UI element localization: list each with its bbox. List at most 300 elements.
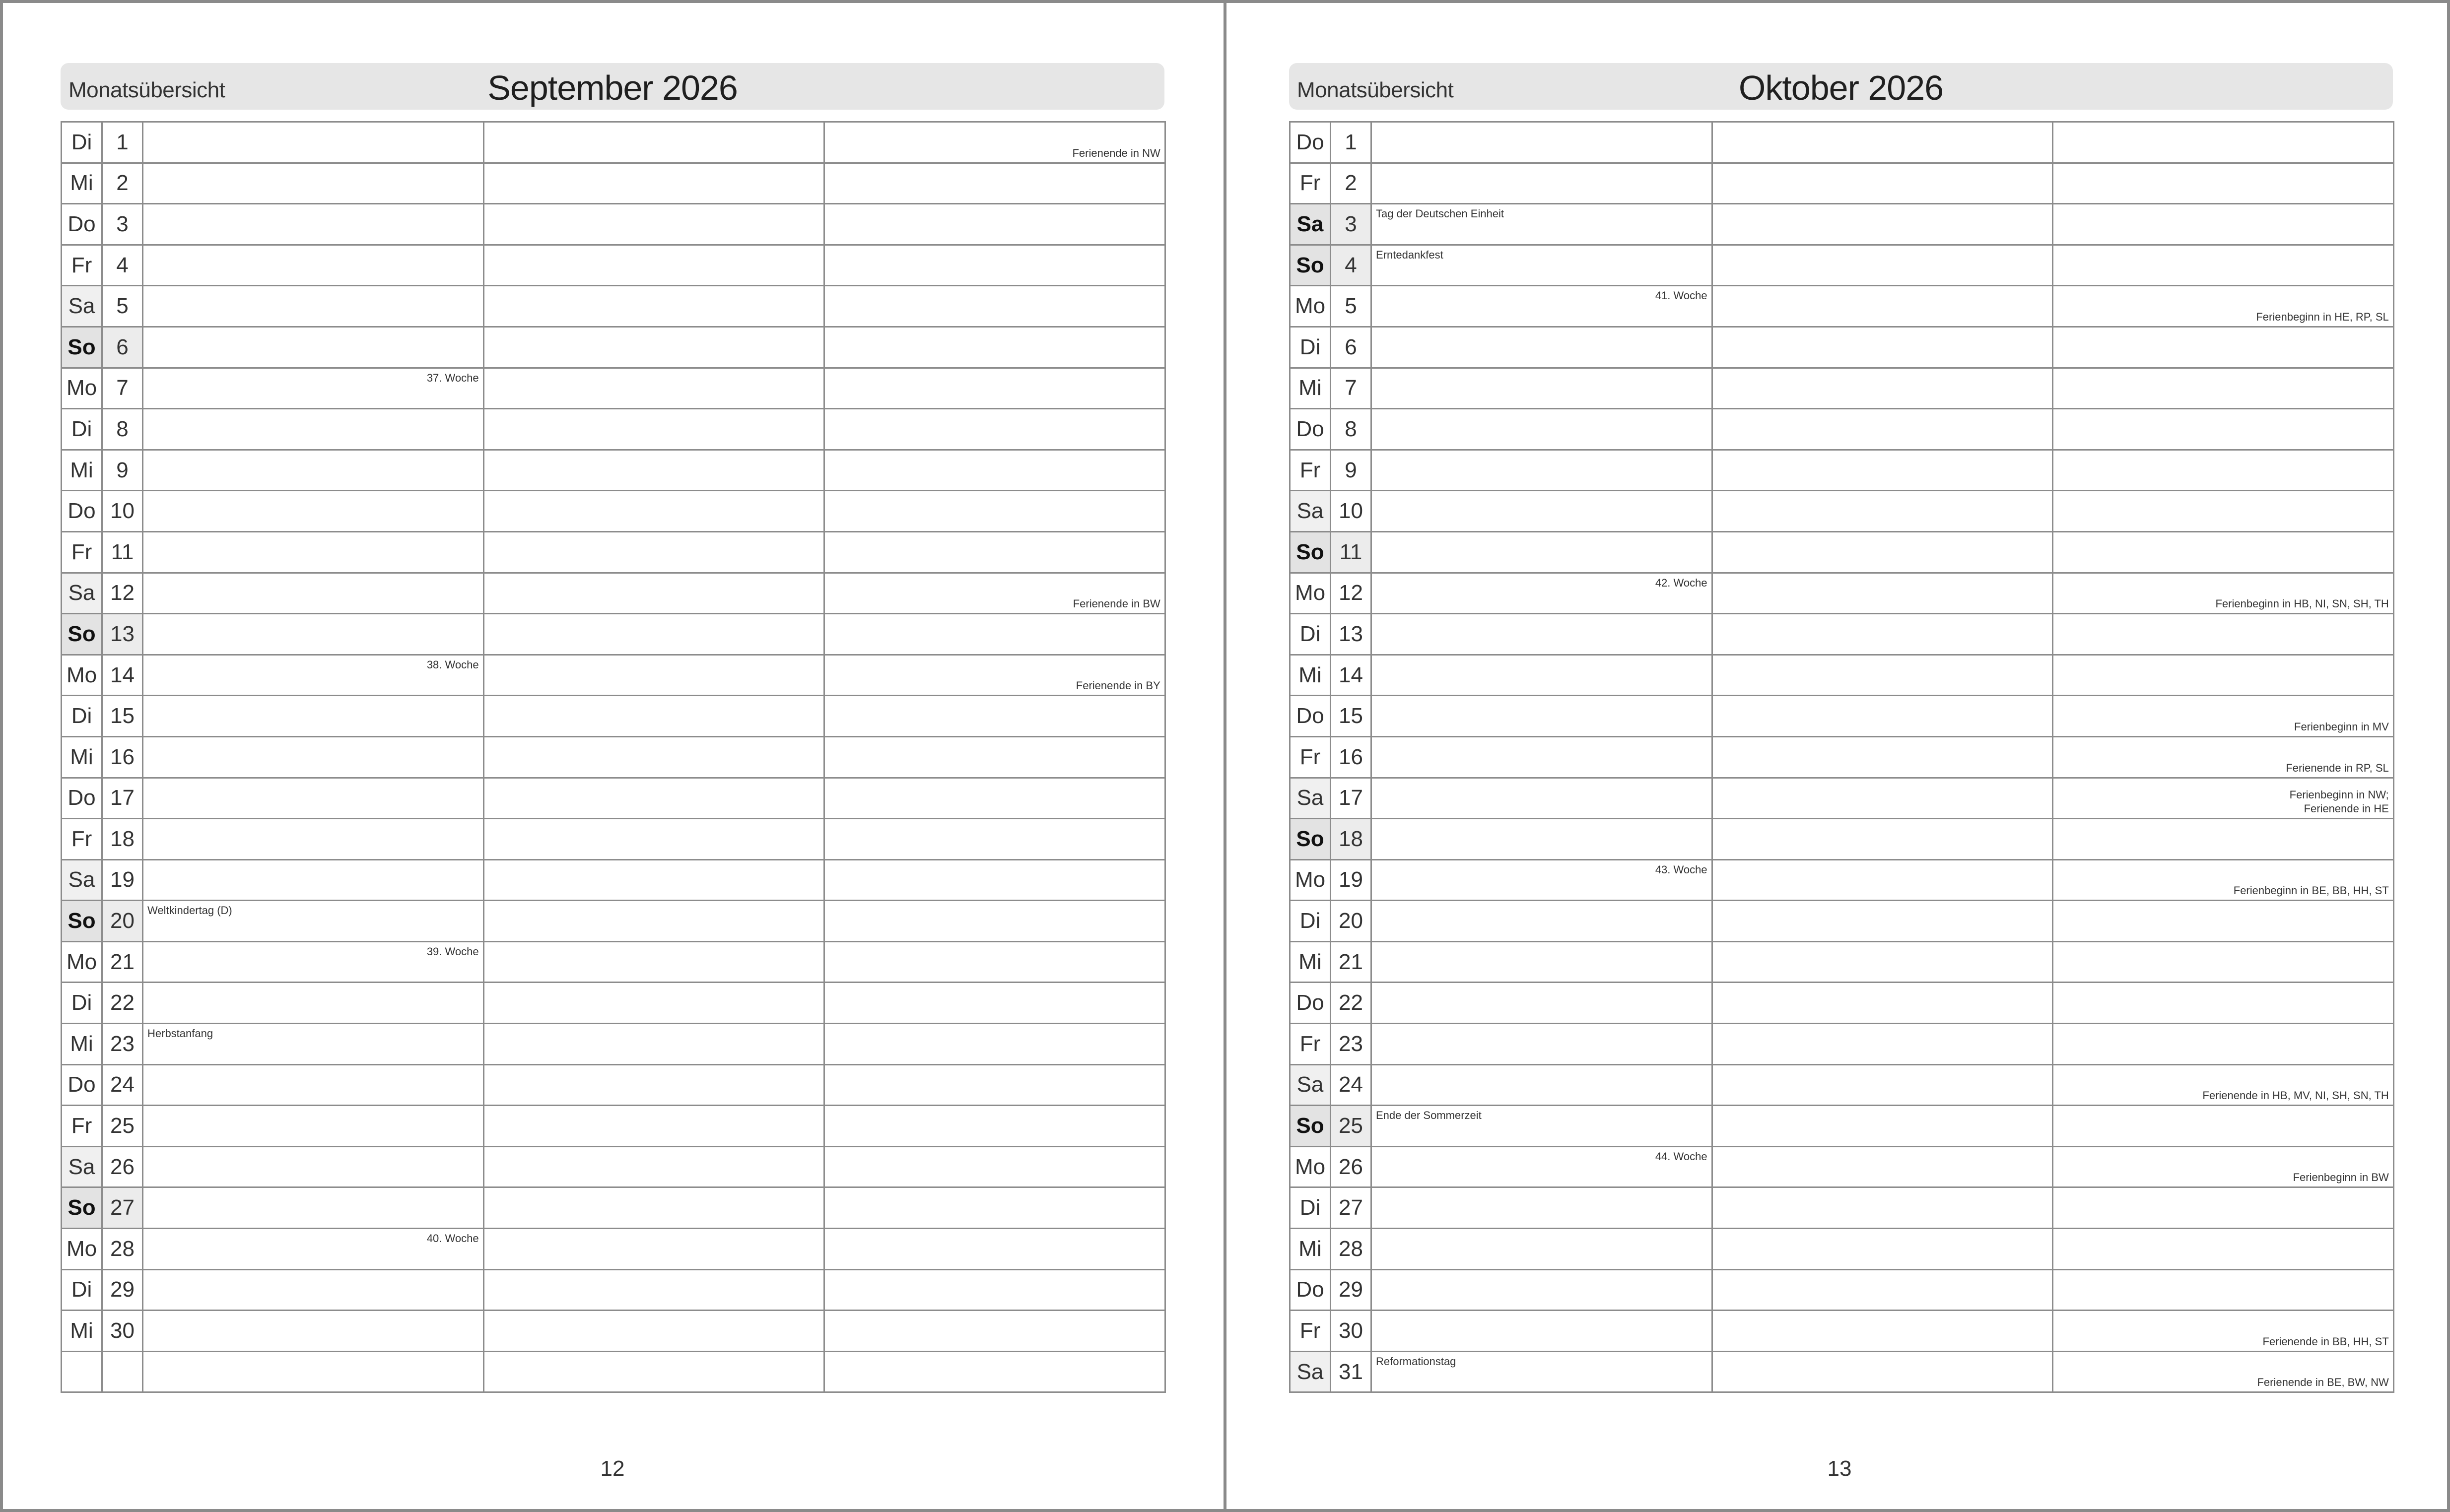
note-cell-3[interactable] xyxy=(2053,204,2394,245)
month-table-body xyxy=(62,122,1165,1392)
note-cell-1[interactable] xyxy=(143,983,484,1024)
note-cell-1[interactable] xyxy=(143,1106,484,1147)
note-cell-1[interactable] xyxy=(1371,368,1712,409)
note-cell-3[interactable] xyxy=(824,1229,1165,1270)
weekday-cell: Do xyxy=(1290,1269,1331,1311)
note-cell-3[interactable] xyxy=(824,859,1165,901)
note-cell-3[interactable] xyxy=(824,122,1165,163)
day-row xyxy=(1290,983,2394,1024)
note-cell-2[interactable] xyxy=(483,573,824,614)
day-row xyxy=(1290,736,2394,778)
note-cell-2[interactable] xyxy=(1712,1106,2053,1147)
note-cell-1[interactable] xyxy=(1371,1146,1712,1187)
note-cell-3[interactable] xyxy=(2053,1229,2394,1270)
note-cell-2[interactable] xyxy=(483,655,824,696)
note-cell-1[interactable] xyxy=(143,531,484,573)
holiday-label: Tag der Deutschen Einheit xyxy=(1376,207,1504,220)
note-cell-2[interactable] xyxy=(483,1229,824,1270)
note-cell-2[interactable] xyxy=(483,983,824,1024)
weekday-cell: Fr xyxy=(1290,163,1331,204)
date-number-cell: 13 xyxy=(1331,614,1371,655)
note-cell-2[interactable] xyxy=(1712,204,2053,245)
weekday-cell: Do xyxy=(1290,696,1331,737)
note-cell-2[interactable] xyxy=(1712,901,2053,942)
note-cell-2[interactable] xyxy=(483,736,824,778)
note-cell-2[interactable] xyxy=(1712,1269,2053,1311)
note-cell-2[interactable] xyxy=(1712,531,2053,573)
note-cell-3[interactable] xyxy=(824,1187,1165,1229)
note-cell-3[interactable] xyxy=(2053,1269,2394,1311)
note-cell-3[interactable] xyxy=(2053,901,2394,942)
note-cell-3[interactable] xyxy=(824,941,1165,983)
date-number-cell: 30 xyxy=(102,1311,143,1352)
note-cell-3[interactable] xyxy=(2053,573,2394,614)
note-cell-3[interactable] xyxy=(824,736,1165,778)
date-number-cell: 14 xyxy=(1331,655,1371,696)
note-cell-3[interactable] xyxy=(2053,531,2394,573)
day-row xyxy=(62,491,1165,532)
day-row xyxy=(1290,409,2394,450)
weekday-cell: Di xyxy=(62,122,102,163)
weekday-cell: Fr xyxy=(1290,1311,1331,1352)
note-cell-1[interactable] xyxy=(1371,163,1712,204)
note-cell-2[interactable] xyxy=(1712,778,2053,819)
date-number-cell: 21 xyxy=(1331,941,1371,983)
note-cell-3[interactable] xyxy=(824,531,1165,573)
day-row xyxy=(62,409,1165,450)
note-cell-1[interactable] xyxy=(1371,1064,1712,1106)
day-row xyxy=(62,1146,1165,1187)
note-cell-1[interactable] xyxy=(1371,409,1712,450)
note-cell-1[interactable] xyxy=(143,286,484,327)
note-cell-1[interactable] xyxy=(143,941,484,983)
note-cell-3[interactable] xyxy=(2053,859,2394,901)
date-number-cell: 6 xyxy=(102,327,143,368)
weekday-cell: Mo xyxy=(62,1229,102,1270)
note-cell-2[interactable] xyxy=(483,1146,824,1187)
note-cell-1[interactable] xyxy=(1371,859,1712,901)
date-number-cell: 22 xyxy=(102,983,143,1024)
note-cell-1[interactable] xyxy=(1371,941,1712,983)
note-cell-2[interactable] xyxy=(1712,1064,2053,1106)
note-cell-2[interactable] xyxy=(483,1024,824,1065)
note-cell-2[interactable] xyxy=(483,1311,824,1352)
note-cell-3[interactable] xyxy=(824,1269,1165,1311)
note-cell-1[interactable] xyxy=(1371,655,1712,696)
note-cell-2[interactable] xyxy=(483,859,824,901)
note-cell-2[interactable] xyxy=(1712,286,2053,327)
note-cell-3[interactable] xyxy=(824,368,1165,409)
note-cell-1[interactable] xyxy=(1371,122,1712,163)
date-number-cell: 20 xyxy=(102,901,143,942)
note-cell-1[interactable] xyxy=(143,1146,484,1187)
day-row xyxy=(62,327,1165,368)
date-number-cell: 25 xyxy=(1331,1106,1371,1147)
note-cell-1[interactable] xyxy=(143,778,484,819)
note-cell-2[interactable] xyxy=(1712,655,2053,696)
note-cell-3[interactable] xyxy=(2053,655,2394,696)
note-cell-1[interactable] xyxy=(143,1351,484,1392)
date-number-cell: 18 xyxy=(1331,819,1371,860)
weekday-cell: Sa xyxy=(1290,1064,1331,1106)
date-number-cell: 5 xyxy=(1331,286,1371,327)
note-cell-1[interactable] xyxy=(143,1311,484,1352)
day-row xyxy=(1290,450,2394,491)
day-row xyxy=(62,450,1165,491)
day-row xyxy=(1290,778,2394,819)
date-number-cell: 7 xyxy=(102,368,143,409)
page-number: 12 xyxy=(600,1456,625,1481)
date-number-cell: 11 xyxy=(102,531,143,573)
date-number-cell xyxy=(102,1351,143,1392)
note-cell-2[interactable] xyxy=(1712,696,2053,737)
note-cell-3[interactable] xyxy=(2053,819,2394,860)
note-cell-1[interactable] xyxy=(143,327,484,368)
note-cell-1[interactable] xyxy=(1371,1351,1712,1392)
weekday-cell: Do xyxy=(62,491,102,532)
note-cell-2[interactable] xyxy=(483,245,824,286)
note-cell-3[interactable] xyxy=(2053,450,2394,491)
note-cell-1[interactable] xyxy=(1371,450,1712,491)
month-table xyxy=(61,121,1166,1393)
school-holiday-label: Ferienende in BW xyxy=(1073,597,1160,610)
note-cell-3[interactable] xyxy=(2053,409,2394,450)
school-holiday-label: Ferienbeginn in NW; Ferienende in HE xyxy=(2289,789,2389,815)
note-cell-1[interactable] xyxy=(143,736,484,778)
note-cell-3[interactable] xyxy=(2053,983,2394,1024)
day-row xyxy=(1290,655,2394,696)
note-cell-2[interactable] xyxy=(483,368,824,409)
note-cell-1[interactable] xyxy=(1371,1106,1712,1147)
note-cell-2[interactable] xyxy=(1712,450,2053,491)
note-cell-1[interactable] xyxy=(1371,614,1712,655)
note-cell-3[interactable] xyxy=(824,1106,1165,1147)
note-cell-3[interactable] xyxy=(824,573,1165,614)
note-cell-3[interactable] xyxy=(824,1351,1165,1392)
note-cell-2[interactable] xyxy=(1712,245,2053,286)
note-cell-2[interactable] xyxy=(483,1064,824,1106)
day-row xyxy=(62,736,1165,778)
note-cell-2[interactable] xyxy=(1712,819,2053,860)
date-number-cell: 5 xyxy=(102,286,143,327)
date-number-cell: 23 xyxy=(102,1024,143,1065)
note-cell-3[interactable] xyxy=(824,696,1165,737)
note-cell-2[interactable] xyxy=(1712,941,2053,983)
note-cell-2[interactable] xyxy=(1712,1187,2053,1229)
week-number-label: 44. Woche xyxy=(1655,1150,1707,1163)
date-number-cell: 3 xyxy=(1331,204,1371,245)
note-cell-1[interactable] xyxy=(143,368,484,409)
note-cell-3[interactable] xyxy=(2053,778,2394,819)
page-number: 13 xyxy=(1827,1456,1852,1481)
note-cell-1[interactable] xyxy=(143,122,484,163)
school-holiday-label: Ferienende in RP, SL xyxy=(2286,761,2389,774)
weekday-cell: Sa xyxy=(62,573,102,614)
note-cell-2[interactable] xyxy=(483,531,824,573)
school-holiday-label: Ferienende in BE, BW, NW xyxy=(2257,1376,2389,1389)
note-cell-1[interactable] xyxy=(143,696,484,737)
date-number-cell: 9 xyxy=(1331,450,1371,491)
note-cell-1[interactable] xyxy=(1371,1269,1712,1311)
weekday-cell: Di xyxy=(62,696,102,737)
note-cell-1[interactable] xyxy=(1371,736,1712,778)
note-cell-3[interactable] xyxy=(2053,1064,2394,1106)
note-cell-1[interactable] xyxy=(1371,1311,1712,1352)
date-number-cell: 13 xyxy=(102,614,143,655)
note-cell-1[interactable] xyxy=(1371,696,1712,737)
note-cell-2[interactable] xyxy=(483,1351,824,1392)
note-cell-2[interactable] xyxy=(483,286,824,327)
note-cell-2[interactable] xyxy=(483,941,824,983)
date-number-cell: 22 xyxy=(1331,983,1371,1024)
note-cell-3[interactable] xyxy=(2053,736,2394,778)
holiday-label: Reformationstag xyxy=(1376,1355,1456,1368)
note-cell-2[interactable] xyxy=(1712,1146,2053,1187)
note-cell-3[interactable] xyxy=(824,614,1165,655)
weekday-cell: Di xyxy=(1290,1187,1331,1229)
month-title: September 2026 xyxy=(487,68,738,107)
weekday-cell: Mi xyxy=(62,163,102,204)
note-cell-3[interactable] xyxy=(2053,491,2394,532)
note-cell-3[interactable] xyxy=(824,327,1165,368)
day-row xyxy=(62,1106,1165,1147)
note-cell-1[interactable] xyxy=(143,409,484,450)
weekday-cell: Mi xyxy=(62,1024,102,1065)
weekday-cell: Fr xyxy=(62,531,102,573)
day-row xyxy=(1290,491,2394,532)
note-cell-1[interactable] xyxy=(143,450,484,491)
month-header xyxy=(61,63,1164,110)
note-cell-1[interactable] xyxy=(1371,573,1712,614)
note-cell-1[interactable] xyxy=(143,819,484,860)
weekday-cell: So xyxy=(1290,819,1331,860)
note-cell-2[interactable] xyxy=(483,778,824,819)
weekday-cell: Do xyxy=(62,1064,102,1106)
weekday-cell: Sa xyxy=(62,859,102,901)
note-cell-1[interactable] xyxy=(1371,1024,1712,1065)
note-cell-1[interactable] xyxy=(1371,204,1712,245)
weekday-cell xyxy=(62,1351,102,1392)
date-number-cell: 3 xyxy=(102,204,143,245)
date-number-cell: 19 xyxy=(102,859,143,901)
note-cell-3[interactable] xyxy=(824,1064,1165,1106)
note-cell-2[interactable] xyxy=(1712,327,2053,368)
note-cell-3[interactable] xyxy=(2053,286,2394,327)
note-cell-3[interactable] xyxy=(2053,122,2394,163)
note-cell-3[interactable] xyxy=(824,409,1165,450)
date-number-cell: 12 xyxy=(102,573,143,614)
note-cell-3[interactable] xyxy=(824,491,1165,532)
weekday-cell: Fr xyxy=(1290,1024,1331,1065)
day-row xyxy=(1290,1229,2394,1270)
note-cell-2[interactable] xyxy=(483,163,824,204)
day-row xyxy=(62,901,1165,942)
note-cell-2[interactable] xyxy=(1712,859,2053,901)
day-row xyxy=(1290,245,2394,286)
note-cell-3[interactable] xyxy=(824,204,1165,245)
note-cell-2[interactable] xyxy=(1712,736,2053,778)
weekday-cell: Mo xyxy=(62,941,102,983)
note-cell-2[interactable] xyxy=(1712,983,2053,1024)
date-number-cell: 1 xyxy=(1331,122,1371,163)
date-number-cell: 8 xyxy=(1331,409,1371,450)
date-number-cell: 2 xyxy=(1331,163,1371,204)
note-cell-1[interactable] xyxy=(1371,778,1712,819)
note-cell-1[interactable] xyxy=(1371,819,1712,860)
weekday-cell: Mo xyxy=(1290,859,1331,901)
weekday-cell: Di xyxy=(62,983,102,1024)
note-cell-3[interactable] xyxy=(824,163,1165,204)
note-cell-3[interactable] xyxy=(2053,1351,2394,1392)
weekday-cell: So xyxy=(62,901,102,942)
school-holiday-label: Ferienende in HB, MV, NI, SH, SN, TH xyxy=(2202,1089,2389,1102)
note-cell-2[interactable] xyxy=(483,491,824,532)
date-number-cell: 15 xyxy=(102,696,143,737)
note-cell-1[interactable] xyxy=(143,614,484,655)
date-number-cell: 26 xyxy=(102,1146,143,1187)
note-cell-3[interactable] xyxy=(2053,696,2394,737)
note-cell-1[interactable] xyxy=(1371,531,1712,573)
note-cell-1[interactable] xyxy=(143,655,484,696)
note-cell-3[interactable] xyxy=(824,245,1165,286)
note-cell-3[interactable] xyxy=(2053,327,2394,368)
note-cell-2[interactable] xyxy=(483,122,824,163)
month-title: Oktober 2026 xyxy=(1738,68,1944,107)
note-cell-1[interactable] xyxy=(143,163,484,204)
note-cell-2[interactable] xyxy=(1712,1229,2053,1270)
day-row xyxy=(62,1311,1165,1352)
note-cell-2[interactable] xyxy=(483,1106,824,1147)
weekday-cell: Di xyxy=(1290,327,1331,368)
note-cell-1[interactable] xyxy=(1371,1229,1712,1270)
note-cell-3[interactable] xyxy=(824,778,1165,819)
note-cell-3[interactable] xyxy=(824,1024,1165,1065)
weekday-cell: Di xyxy=(1290,901,1331,942)
note-cell-2[interactable] xyxy=(1712,573,2053,614)
weekday-cell: Mo xyxy=(1290,573,1331,614)
day-row xyxy=(1290,573,2394,614)
note-cell-2[interactable] xyxy=(1712,368,2053,409)
note-cell-3[interactable] xyxy=(2053,163,2394,204)
day-row xyxy=(62,941,1165,983)
note-cell-2[interactable] xyxy=(483,204,824,245)
note-cell-1[interactable] xyxy=(1371,286,1712,327)
note-cell-1[interactable] xyxy=(143,901,484,942)
school-holiday-label: Ferienbeginn in MV xyxy=(2294,720,2389,733)
note-cell-2[interactable] xyxy=(1712,409,2053,450)
note-cell-3[interactable] xyxy=(2053,1146,2394,1187)
month-header xyxy=(1289,63,2393,110)
note-cell-3[interactable] xyxy=(824,983,1165,1024)
note-cell-3[interactable] xyxy=(2053,368,2394,409)
note-cell-2[interactable] xyxy=(483,327,824,368)
date-number-cell: 18 xyxy=(102,819,143,860)
note-cell-3[interactable] xyxy=(2053,1311,2394,1352)
note-cell-1[interactable] xyxy=(143,1187,484,1229)
note-cell-2[interactable] xyxy=(1712,614,2053,655)
date-number-cell: 24 xyxy=(1331,1064,1371,1106)
note-cell-2[interactable] xyxy=(483,450,824,491)
note-cell-3[interactable] xyxy=(824,655,1165,696)
note-cell-1[interactable] xyxy=(143,245,484,286)
note-cell-3[interactable] xyxy=(2053,941,2394,983)
note-cell-3[interactable] xyxy=(824,450,1165,491)
weekday-cell: Fr xyxy=(62,1106,102,1147)
day-row xyxy=(1290,1269,2394,1311)
note-cell-3[interactable] xyxy=(824,901,1165,942)
date-number-cell: 27 xyxy=(102,1187,143,1229)
note-cell-2[interactable] xyxy=(1712,491,2053,532)
header-label: Monatsübersicht xyxy=(1297,78,1454,102)
note-cell-2[interactable] xyxy=(1712,1024,2053,1065)
note-cell-2[interactable] xyxy=(1712,1311,2053,1352)
note-cell-2[interactable] xyxy=(1712,1351,2053,1392)
note-cell-1[interactable] xyxy=(1371,327,1712,368)
note-cell-1[interactable] xyxy=(1371,1187,1712,1229)
note-cell-3[interactable] xyxy=(2053,1187,2394,1229)
note-cell-3[interactable] xyxy=(2053,1106,2394,1147)
day-row xyxy=(1290,941,2394,983)
holiday-label: Weltkindertag (D) xyxy=(147,904,232,917)
day-row xyxy=(1290,531,2394,573)
note-cell-2[interactable] xyxy=(483,696,824,737)
note-cell-1[interactable] xyxy=(143,573,484,614)
day-row xyxy=(62,163,1165,204)
note-cell-1[interactable] xyxy=(143,1269,484,1311)
school-holiday-label: Ferienbeginn in BW xyxy=(2293,1171,2389,1184)
page-oktober xyxy=(1226,0,2448,1512)
note-cell-1[interactable] xyxy=(1371,983,1712,1024)
weekday-cell: So xyxy=(1290,531,1331,573)
note-cell-1[interactable] xyxy=(143,1064,484,1106)
note-cell-1[interactable] xyxy=(143,859,484,901)
note-cell-1[interactable] xyxy=(143,1024,484,1065)
note-cell-3[interactable] xyxy=(824,1146,1165,1187)
day-row xyxy=(1290,859,2394,901)
note-cell-3[interactable] xyxy=(824,1311,1165,1352)
note-cell-1[interactable] xyxy=(1371,245,1712,286)
day-row xyxy=(62,983,1165,1024)
date-number-cell: 10 xyxy=(1331,491,1371,532)
weekday-cell: Mo xyxy=(62,368,102,409)
note-cell-2[interactable] xyxy=(483,1269,824,1311)
note-cell-3[interactable] xyxy=(2053,614,2394,655)
day-row xyxy=(1290,614,2394,655)
note-cell-1[interactable] xyxy=(1371,901,1712,942)
note-cell-2[interactable] xyxy=(483,901,824,942)
note-cell-3[interactable] xyxy=(824,819,1165,860)
note-cell-2[interactable] xyxy=(483,1187,824,1229)
note-cell-1[interactable] xyxy=(143,204,484,245)
note-cell-3[interactable] xyxy=(2053,245,2394,286)
note-cell-2[interactable] xyxy=(483,614,824,655)
note-cell-2[interactable] xyxy=(483,409,824,450)
note-cell-2[interactable] xyxy=(1712,122,2053,163)
note-cell-2[interactable] xyxy=(1712,163,2053,204)
week-number-label: 40. Woche xyxy=(426,1232,479,1245)
note-cell-3[interactable] xyxy=(824,286,1165,327)
note-cell-2[interactable] xyxy=(483,819,824,860)
note-cell-1[interactable] xyxy=(1371,491,1712,532)
note-cell-1[interactable] xyxy=(143,1229,484,1270)
day-row xyxy=(62,819,1165,860)
date-number-cell: 29 xyxy=(1331,1269,1371,1311)
weekday-cell: Mi xyxy=(1290,941,1331,983)
note-cell-3[interactable] xyxy=(2053,1024,2394,1065)
holiday-label: Ende der Sommerzeit xyxy=(1376,1109,1482,1122)
note-cell-1[interactable] xyxy=(143,491,484,532)
date-number-cell: 2 xyxy=(102,163,143,204)
